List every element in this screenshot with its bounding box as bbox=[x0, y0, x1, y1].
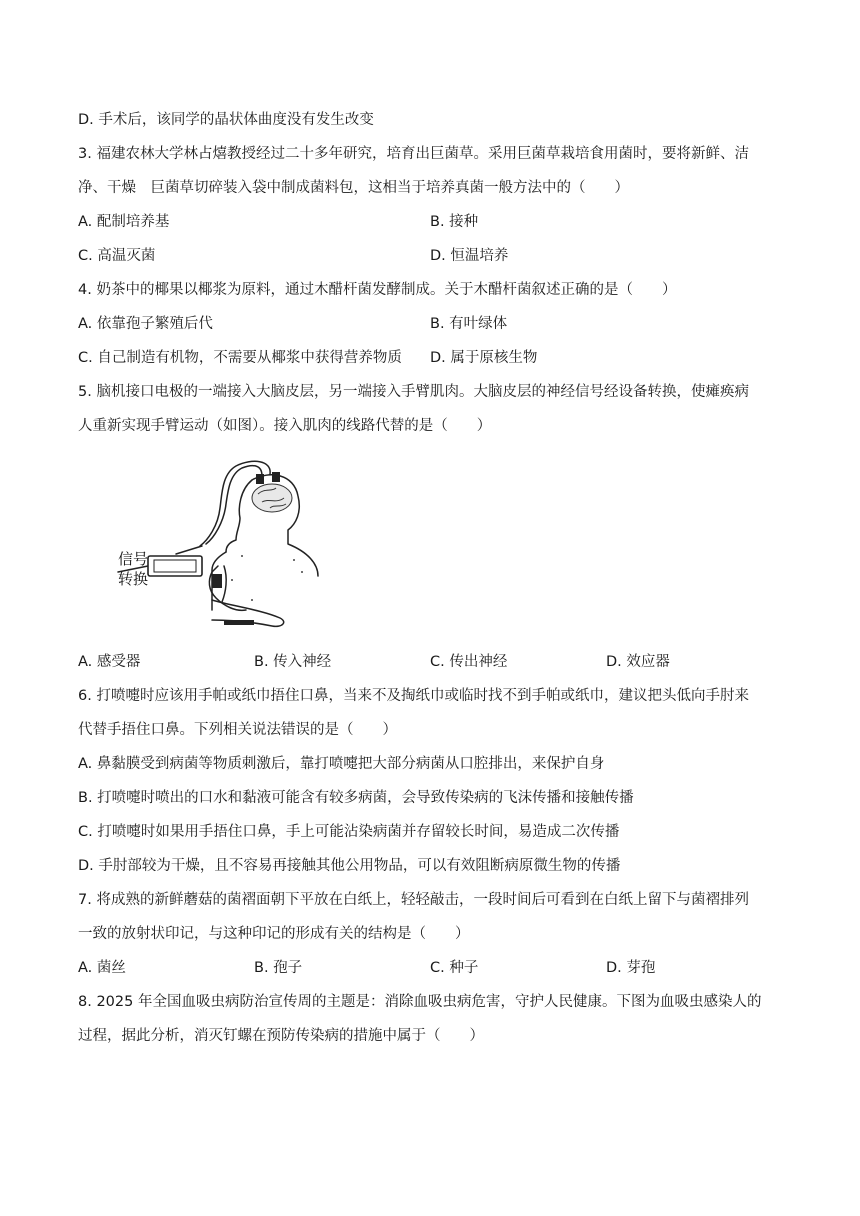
signal-converter-box bbox=[148, 556, 202, 576]
q5-option-a: A. 感受器 bbox=[78, 654, 141, 670]
arm-electrode bbox=[212, 574, 222, 588]
electrode-left bbox=[256, 474, 264, 484]
q2-option-d: D. 手术后，该同学的晶状体曲度没有发生改变 bbox=[78, 112, 374, 128]
bci-illustration bbox=[112, 460, 322, 632]
q7-option-d: D. 芽孢 bbox=[606, 960, 656, 976]
q5-option-c: C. 传出神经 bbox=[430, 654, 508, 670]
q6-stem-line1: 6. 打喷嚏时应该用手帕或纸巾捂住口鼻，当来不及掏纸巾或临时找不到手帕或纸巾，建议把头低向手肘来 bbox=[78, 688, 749, 704]
wire-head-1 bbox=[206, 466, 262, 544]
figure-label bbox=[118, 550, 148, 590]
q5-stem-line2: 人重新实现手臂运动（如图）。接入肌肉的线路代替的是（ ） bbox=[78, 418, 492, 434]
brain-computer-interface-figure bbox=[112, 460, 322, 632]
brain-icon bbox=[252, 484, 292, 512]
back-outline bbox=[226, 480, 252, 552]
q3-option-c: C. 高温灭菌 bbox=[78, 248, 156, 264]
q6-option-c: C. 打喷嚏时如果用手捂住口鼻，手上可能沾染病菌并存留较长时间，易造成二次传播 bbox=[78, 824, 620, 840]
q4-stem: 4. 奶茶中的椰果以椰浆为原料，通过木醋杆菌发酵制成。关于木醋杆菌叙述正确的是（ ） bbox=[78, 282, 677, 298]
q4-option-c: C. 自己制造有机物，不需要从椰浆中获得营养物质 bbox=[78, 350, 402, 366]
hand-base-pad bbox=[224, 620, 254, 625]
upper-arm-line bbox=[222, 566, 226, 602]
q5-stem-line1: 5. 脑机接口电极的一端接入大脑皮层，另一端接入手臂肌肉。大脑皮层的神经信号经设备转换，使瘫痪病 bbox=[78, 384, 749, 400]
q3-stem-line2: 净、干燥 巨菌草切碎装入袋中制成菌料包，这相当于培养真菌一般方法中的（ ） bbox=[78, 180, 629, 196]
q8-stem-line2: 过程，据此分析，消灭钉螺在预防传染病的措施中属于（ ） bbox=[78, 1028, 484, 1044]
q3-option-b: B. 接种 bbox=[430, 214, 479, 230]
q7-option-a: A. 菌丝 bbox=[78, 960, 126, 976]
q7-option-b: B. 孢子 bbox=[254, 960, 303, 976]
q7-stem-line2: 一致的放射状印记，与这种印记的形成有关的结构是（ ） bbox=[78, 926, 470, 942]
q3-option-d: D. 恒温培养 bbox=[430, 248, 509, 264]
q6-option-d: D. 手肘部较为干燥，且不容易再接触其他公用物品，可以有效阻断病原微生物的传播 bbox=[78, 858, 621, 874]
q4-option-a: A. 依靠孢子繁殖后代 bbox=[78, 316, 213, 332]
electrode-right bbox=[272, 472, 280, 482]
q4-option-b: B. 有叶绿体 bbox=[430, 316, 508, 332]
q7-option-c: C. 种子 bbox=[430, 960, 479, 976]
q5-option-b: B. 传入神经 bbox=[254, 654, 332, 670]
q8-stem-line1: 8. 2025 年全国血吸虫病防治宣传周的主题是：消除血吸虫病危害，守护人民健康。下图为血吸虫感染人的 bbox=[78, 994, 762, 1010]
q7-stem-line1: 7. 将成熟的新鲜蘑菇的菌褶面朝下平放在白纸上，轻轻敲击，一段时间后可看到在白纸上留下与菌褶排列 bbox=[78, 892, 749, 908]
q6-option-a: A. 鼻黏膜受到病菌等物质刺激后，靠打喷嚏把大部分病菌从口腔排出，来保护自身 bbox=[78, 756, 605, 772]
wire-to-box bbox=[176, 546, 202, 554]
q6-option-b: B. 打喷嚏时喷出的口水和黏液可能含有较多病菌，会导致传染病的飞沫传播和接触传播 bbox=[78, 790, 634, 806]
figure-label-line1: 信号 bbox=[118, 551, 149, 568]
q3-option-a: A. 配制培养基 bbox=[78, 214, 170, 230]
figure-label-line2: 转换 bbox=[118, 571, 149, 588]
q4-option-d: D. 属于原核生物 bbox=[430, 350, 538, 366]
q3-stem-line1: 3. 福建农林大学林占熺教授经过二十多年研究，培育出巨菌草。采用巨菌草栽培食用菌时，要将新鲜、洁 bbox=[78, 146, 749, 162]
q5-option-d: D. 效应器 bbox=[606, 654, 670, 670]
q6-stem-line2: 代替手捂住口鼻。下列相关说法错误的是（ ） bbox=[78, 722, 397, 738]
body-dots bbox=[231, 555, 303, 601]
